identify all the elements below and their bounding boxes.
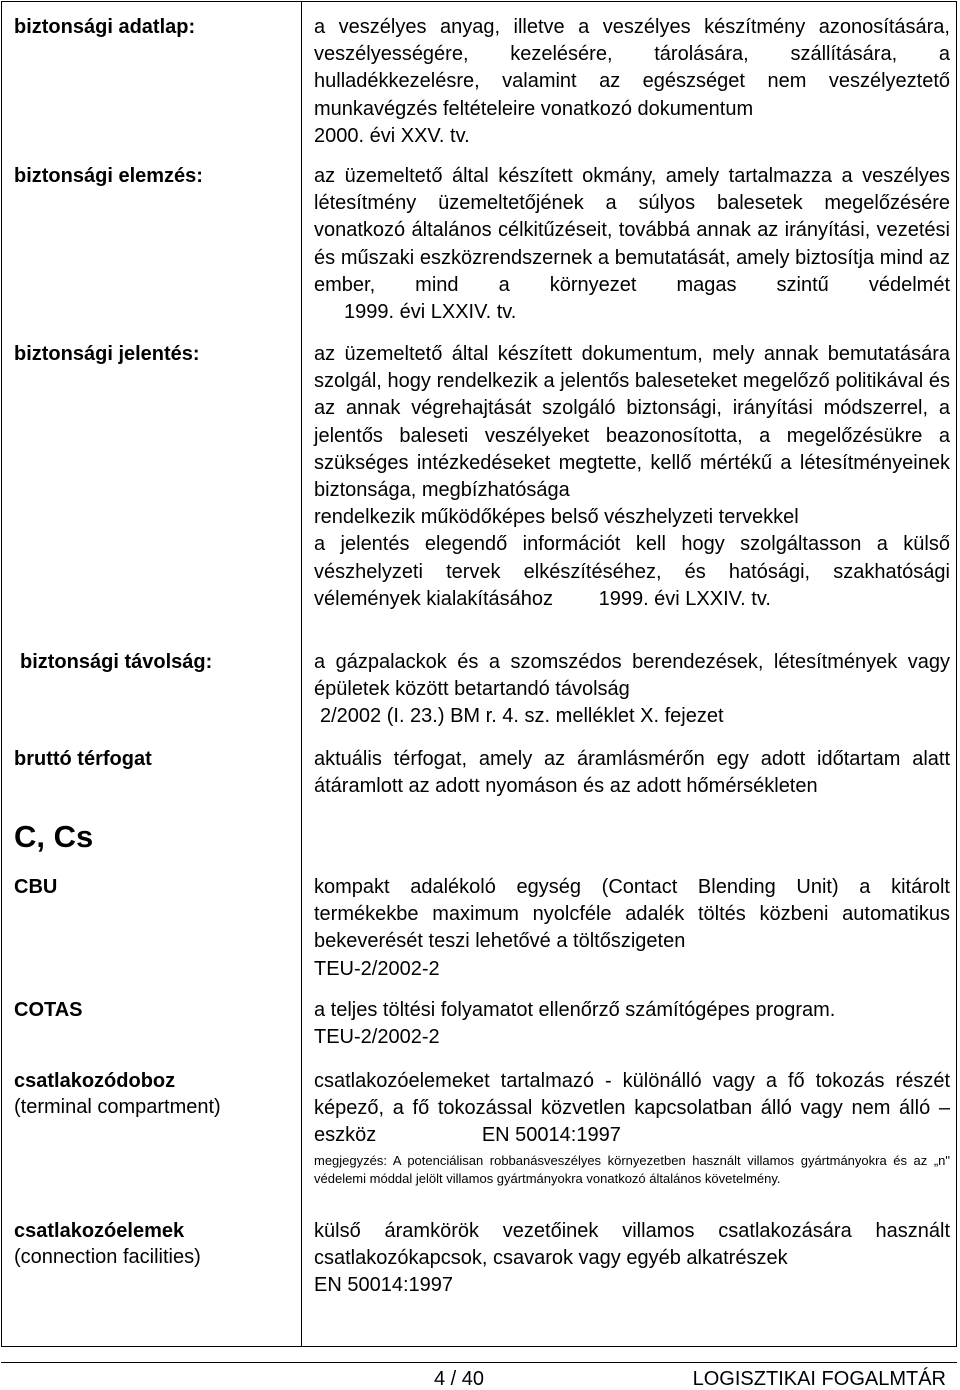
glossary-table xyxy=(1,1,957,1347)
term xyxy=(14,1068,296,1120)
term xyxy=(14,1218,296,1270)
note: megjegyzés: A potenciálisan robbanásveszélyes környezetben használt villamos gyártmányokra és az „n" védelemi móddal jelölt villamos gyártmányokra vonatkozó általános követelmény. xyxy=(314,1152,950,1186)
term: bruttó térfogat xyxy=(14,748,152,770)
term-text: csatlakozódoboz xyxy=(14,1070,176,1092)
reference: 1999. évi LXXIV. tv. xyxy=(598,587,771,610)
definition-text: a gázpalackok és a szomszédos berendezések, létesítmények vagy épületek között betartandó távolság xyxy=(314,651,950,701)
term: biztonsági adatlap: xyxy=(14,16,196,38)
reference: EN 50014:1997 xyxy=(314,1274,454,1297)
term-translation: (terminal compartment) xyxy=(14,1096,221,1118)
definition-text: a veszélyes anyag, illetve a veszélyes készítmény azonosítására, veszélyességére, kezelésére, tárolására, szállítására, a hulladékkezelésre, valamint az egészséget nem veszélyeztető munkavégzés feltételeire vonatkozó dokumentum xyxy=(314,16,950,120)
term: COTAS xyxy=(14,999,83,1021)
term: biztonsági távolság: xyxy=(20,651,213,673)
definition xyxy=(314,341,950,613)
term: biztonsági jelentés: xyxy=(14,343,200,365)
definition-text: aktuális térfogat, amely az áramlásmérőn egy adott időtartam alatt átáramlott az adott nyomáson és az adott hőmérsékleten xyxy=(314,748,950,798)
reference: 2/2002 (I. 23.) BM r. 4. sz. melléklet X. fejezet xyxy=(320,705,724,728)
definition xyxy=(314,649,950,731)
term-text: csatlakozóelemek xyxy=(14,1220,185,1242)
definition-text: csatlakozóelemeket tartalmazó - különálló vagy a fő tokozás részét képező, a fő tokozással közvetlen kapcsolatban álló vagy nem álló – eszköz xyxy=(314,1070,950,1147)
reference: EN 50014:1997 xyxy=(481,1124,621,1147)
document-title: LOGISZTIKAI FOGALMTÁR xyxy=(692,1368,946,1390)
definition xyxy=(314,997,950,1051)
reference: 1999. évi LXXIV. tv. xyxy=(344,301,517,324)
reference: TEU-2/2002-2 xyxy=(314,957,440,980)
definition-text: az üzemeltető által készített okmány, amely tartalmazza a veszélyes létesítmény üzemeltetőjének a súlyos balesetek megelőzésére vonatkozó általános célkitűzéseit, továbbá annak az irányítási, vezetési és műszaki eszközrendszernek a bemutatását, amely biztosítja mind az ember, mind a környezet magas szintű védelmét xyxy=(314,165,950,296)
definition xyxy=(314,1218,950,1300)
page-number: 4 / 40 xyxy=(434,1368,485,1390)
reference: 2000. évi XXV. tv. xyxy=(314,124,470,147)
section-letter: C, Cs xyxy=(14,819,94,854)
definition xyxy=(314,163,950,326)
definition xyxy=(314,1068,950,1188)
term: biztonsági elemzés: xyxy=(14,165,203,187)
definition xyxy=(314,746,950,800)
definition xyxy=(314,14,950,150)
definition xyxy=(314,874,950,983)
definition-line: a jelentés elegendő információt kell hogy szolgáltasson a külső vészhelyzeti tervek elkészítéséhez, és hatósági, szakhatósági vélemények kialakításához xyxy=(314,533,950,610)
definition-line: rendelkezik működőképes belső vészhelyzeti tervekkel xyxy=(314,506,799,529)
definition-text: külső áramkörök vezetőinek villamos csatlakozására használt csatlakozókapcsok, csavarok vagy egyéb alkatrészek xyxy=(314,1220,950,1270)
term: CBU xyxy=(14,876,58,898)
definition-text: a teljes töltési folyamatot ellenőrző számítógépes program. xyxy=(314,999,836,1021)
footer-rule xyxy=(1,1362,957,1363)
term-translation: (connection facilities) xyxy=(14,1246,201,1268)
reference: TEU-2/2002-2 xyxy=(314,1026,440,1049)
definition-text: kompakt adalékoló egység (Contact Blending Unit) a kitárolt termékekbe maximum nyolcféle adalék töltés közbeni automatikus bekeverését teszi lehetővé a töltőszigeten xyxy=(314,876,950,953)
definition-text: az üzemeltető által készített dokumentum, mely annak bemutatására szolgál, hogy rendelkezik a jelentős baleseteket megelőző politikával és az annak végrehajtását szolgáló biztonsági, irányítási módszerrel, a jelentős baleseti veszélyeket beazonosította, a megelőzésükre a szükséges intézkedéseket megtette, kellő mértékű a létesítményeinek biztonsága, megbízhatósága xyxy=(314,343,950,502)
